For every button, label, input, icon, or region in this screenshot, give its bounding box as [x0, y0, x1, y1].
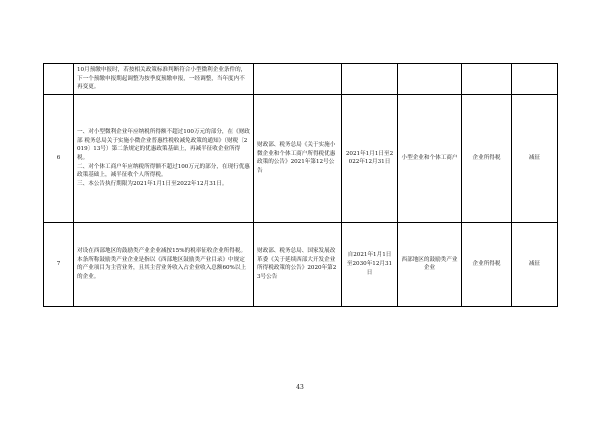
tax-type: 企业所得税 [462, 94, 512, 222]
table-row-continuation [44, 64, 558, 95]
cell-empty [254, 64, 342, 95]
row-number: 7 [44, 222, 74, 306]
cell-empty [398, 64, 462, 95]
cell-empty [462, 64, 512, 95]
table-row [44, 94, 558, 222]
policy-target: 小型企业和个体工商户 [398, 94, 462, 222]
policy-period: 2021年1月1日至2022年12月31日 [342, 94, 398, 222]
tax-type: 企业所得税 [462, 222, 512, 306]
policy-document: 财政部、税务总局、国家发展改革委《关于延续西部大开发企业所得税政策的公告》2020年第23号公告 [254, 222, 342, 306]
table-row [44, 222, 558, 306]
policy-paragraph: 二、对个体工商户年应纳税所得额不超过100万元的部分，在现行优惠政策基础上，减半征收个人所得税。 [77, 163, 250, 179]
relief-method: 减征 [512, 222, 558, 306]
policy-paragraph: 一、对小型微利企业年应纳税所得额不超过100万元的部分，在《财政部 税务总局关于实施小微企业普惠性税收减免政策的通知》（财税〔2019〕13号）第二条规定的优惠政策基础上，再减半征收企业所得税。 [77, 129, 250, 162]
row-number: 6 [44, 94, 74, 222]
policy-target: 西部地区的鼓励类产业企业 [398, 222, 462, 306]
policy-paragraph: 对设在西部地区的鼓励类产业企业减按15%的税率征收企业所得税。本条所称鼓励类产业企业是指以《西部地区鼓励类产业目录》中规定的产业项目为主营业务，且其主营业务收入占企业收入总额60%以上的企业。 [77, 248, 247, 281]
cell-empty [512, 64, 558, 95]
cell-empty [342, 64, 398, 95]
policy-period: 自2021年1月1日至2030年12月31日 [342, 222, 398, 306]
cell-num-empty [44, 64, 74, 95]
policy-document: 财政部、税务总局《关于实施小微企业和个体工商户所得税优惠政策的公告》2021年第12号公告 [254, 94, 342, 222]
policy-content [74, 222, 254, 306]
policy-content [74, 94, 254, 222]
page-number: 43 [296, 384, 304, 391]
relief-method: 减征 [512, 94, 558, 222]
cell-policy-continuation: 10月预缴申报时，若按相关政策标准判断符合小型微利企业条件的，下一个预缴申报期起调整为按季度预缴申报，一经调整，当年度内不再变更。 [74, 64, 254, 95]
tax-policy-table [43, 63, 558, 307]
policy-paragraph: 三、本公告执行期限为2021年1月1日至2022年12月31日。 [77, 181, 228, 188]
